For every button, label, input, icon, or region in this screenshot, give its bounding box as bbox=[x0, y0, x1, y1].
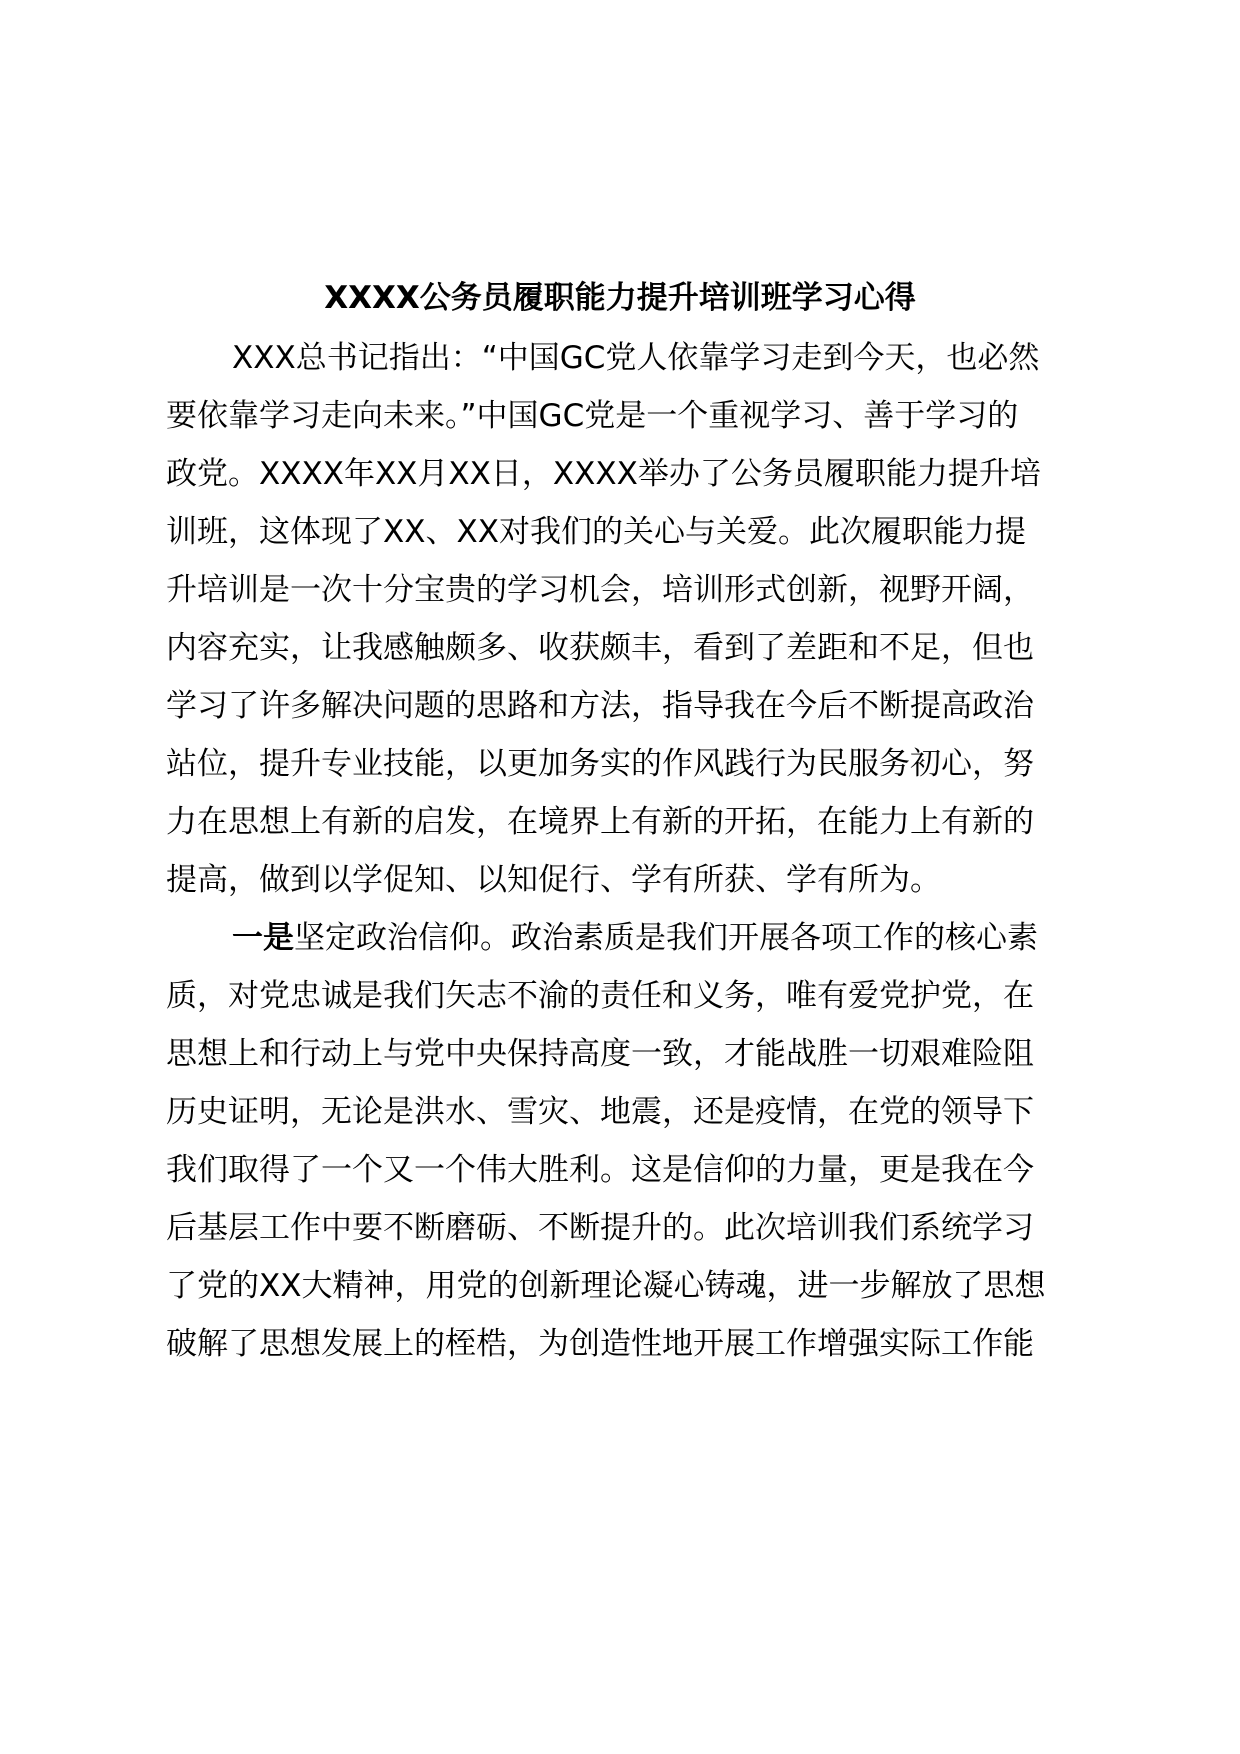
paragraph-2-line-8: 破解了思想发展上的桎梏，为创造性地开展工作增强实际工作能 bbox=[166, 1326, 1034, 1362]
paragraph-1-line-1: XXX总书记指出：“中国GC党人依靠学习走到今天，也必然 bbox=[232, 340, 1040, 376]
paragraph-2-line-5: 我们取得了一个又一个伟大胜利。这是信仰的力量，更是我在今 bbox=[166, 1152, 1034, 1188]
paragraph-1-line-5: 升培训是一次十分宝贵的学习机会，培训形式创新，视野开阔， bbox=[166, 572, 1034, 608]
paragraph-2-line-2: 质，对党忠诚是我们矢志不渝的责任和义务，唯有爱党护党，在 bbox=[166, 978, 1034, 1014]
paragraph-1-line-3: 政党。XXXX年XX月XX日，XXXX举办了公务员履职能力提升培 bbox=[166, 456, 1041, 492]
paragraph-2-line-7: 了党的XX大精神，用党的创新理论凝心铸魂，进一步解放了思想 bbox=[166, 1268, 1046, 1304]
paragraph-1-line-8: 站位，提升专业技能，以更加务实的作风践行为民服务初心，努 bbox=[166, 746, 1034, 782]
document-title: XXXX公务员履职能力提升培训班学习心得 bbox=[324, 280, 916, 316]
paragraph-2-line-1 bbox=[232, 916, 1126, 960]
paragraph-2-lead: 一是 bbox=[232, 920, 294, 956]
paragraph-1-line-7: 学习了许多解决问题的思路和方法，指导我在今后不断提高政治 bbox=[166, 688, 1034, 724]
paragraph-1-line-9: 力在思想上有新的启发，在境界上有新的开拓，在能力上有新的 bbox=[166, 804, 1034, 840]
paragraph-2-first-line-text: 坚定政治信仰。政治素质是我们开展各项工作的核心素 bbox=[294, 920, 1038, 956]
paragraph-1-line-10: 提高，做到以学促知、以知促行、学有所获、学有所为。 bbox=[166, 862, 941, 898]
paragraph-2-line-4: 历史证明，无论是洪水、雪灾、地震，还是疫情，在党的领导下 bbox=[166, 1094, 1034, 1130]
paragraph-2-line-3: 思想上和行动上与党中央保持高度一致，才能战胜一切艰难险阻 bbox=[166, 1036, 1034, 1072]
paragraph-1-line-6: 内容充实，让我感触颇多、收获颇丰，看到了差距和不足，但也 bbox=[166, 630, 1034, 666]
paragraph-1-line-2: 要依靠学习走向未来。”中国GC党是一个重视学习、善于学习的 bbox=[166, 398, 1019, 434]
paragraph-1-line-4: 训班，这体现了XX、XX对我们的关心与关爱。此次履职能力提 bbox=[166, 514, 1026, 550]
paragraph-2-line-6: 后基层工作中要不断磨砺、不断提升的。此次培训我们系统学习 bbox=[166, 1210, 1034, 1246]
